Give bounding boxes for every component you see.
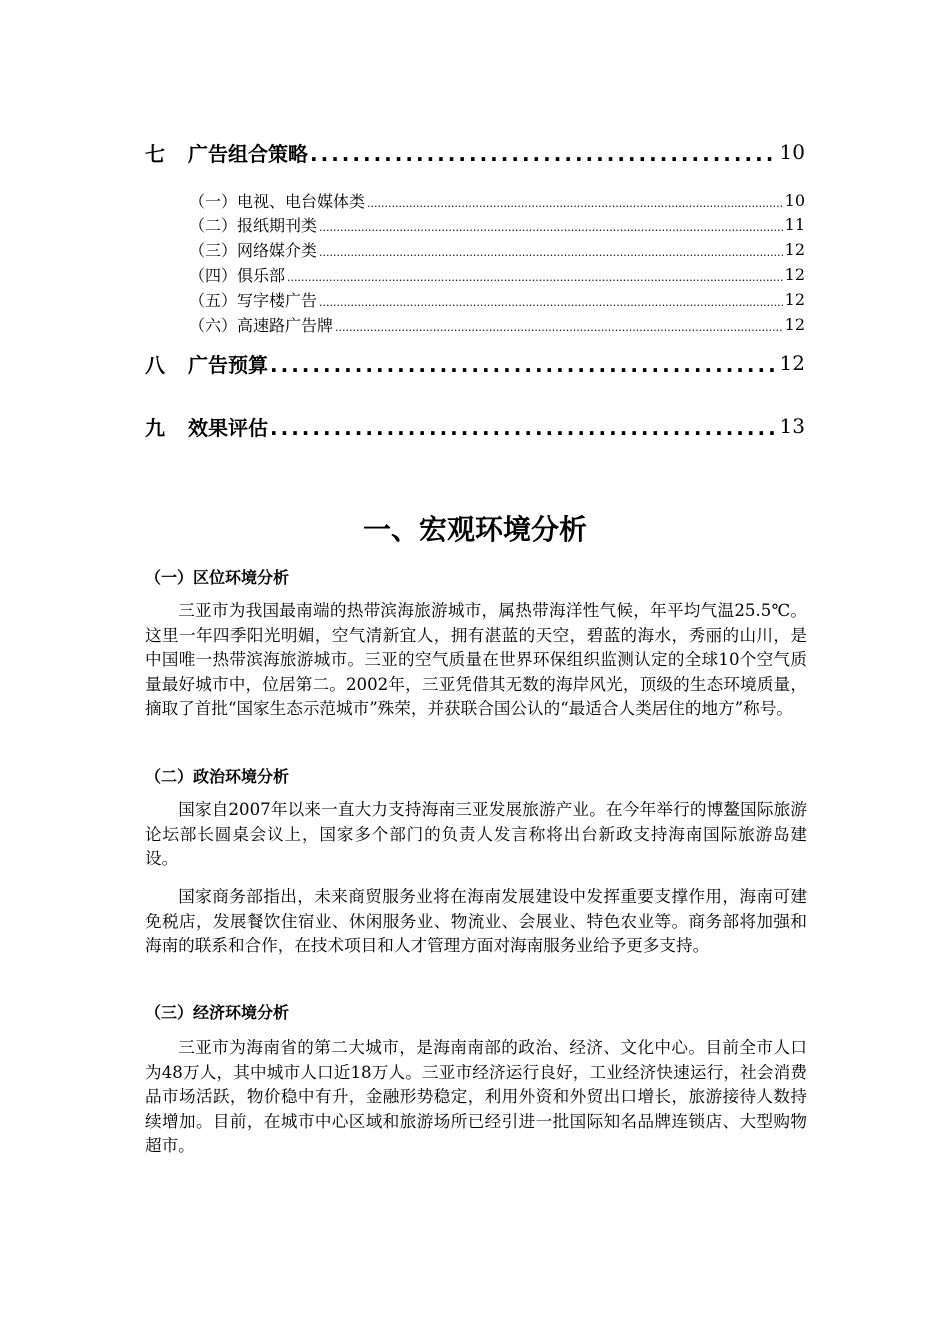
toc-entry-7[interactable]: [145, 137, 805, 167]
toc-leader-dots: [319, 296, 783, 309]
toc-entry-9[interactable]: [145, 411, 805, 441]
toc-leader-dots: [270, 350, 774, 380]
section-title: 一、宏观环境分析: [362, 513, 587, 546]
toc-entry-page: 12: [779, 351, 805, 375]
toc-entry-number: 九: [145, 415, 165, 440]
toc-sub-title: （五）写字楼广告: [189, 290, 318, 310]
toc-sub-page: 10: [784, 190, 805, 210]
toc-entry-8[interactable]: [145, 348, 805, 378]
subsection-heading-location: （一）区位环境分析: [145, 568, 290, 587]
toc-leader-dots: [319, 246, 783, 259]
toc-entry-title: 广告预算: [188, 352, 268, 377]
toc-sub-entry-1[interactable]: [189, 188, 805, 212]
paragraph-economy: 三亚市为海南省的第二大城市，是海南南部的政治、经济、文化中心。目前全市人口为48万人，其中城市人口近18万人。三亚市经济运行良好，工业经济快速运行，社会消费品市场活跃，物价稳中有升，金融形势稳定，利用外资和外贸出口增长，旅游接待人数持续增加。目前，在城市中心区域和旅游场所已经引进一批国际知名品牌连锁店、大型购物超市。: [145, 1038, 807, 1155]
toc-sub-title: （一）电视、电台媒体类: [189, 191, 366, 211]
toc-sub-entry-4[interactable]: [189, 262, 805, 286]
toc-leader-dots: [287, 271, 783, 284]
toc-sub-entry-2[interactable]: [189, 212, 805, 236]
toc-sub-page: 12: [784, 314, 805, 334]
toc-sub-title: （三）网络媒介类: [189, 240, 318, 260]
toc-entry-number: 八: [145, 352, 165, 377]
toc-entry-page: 10: [779, 140, 805, 164]
toc-leader-dots: [367, 197, 783, 210]
subsection-heading-politics: （二）政治环境分析: [145, 767, 290, 786]
toc-leader-dots: [319, 221, 783, 234]
paragraph-politics-1: 国家自2007年以来一直大力支持海南三亚发展旅游产业。在今年举行的博鳌国际旅游论坛部长圆桌会议上，国家多个部门的负责人发言称将出台新政支持海南国际旅游岛建设。: [145, 800, 807, 868]
subsection-heading-economy: （三）经济环境分析: [145, 1003, 290, 1022]
toc-entry-page: 13: [779, 414, 805, 438]
toc-leader-dots: [270, 413, 774, 443]
paragraph-location: 三亚市为我国最南端的热带滨海旅游城市，属热带海洋性气候，年平均气温25.5℃。这里一年四季阳光明媚，空气清新宜人，拥有湛蓝的天空，碧蓝的海水，秀丽的山川，是中国唯一热带滨海旅游城市。三亚的空气质量在世界环保组织监测认定的全球10个空气质量最好城市中，位居第二。2002年，三亚凭借其无数的海岸风光，顶级的生态环境质量，摘取了首批“国家生态示范城市”殊荣，并获联合国公认的“最适合人类居住的地方”称号。: [145, 601, 807, 718]
toc-sub-title: （六）高速路广告牌: [189, 315, 334, 335]
toc-entry-title: 广告组合策略: [188, 141, 308, 166]
toc-sub-page: 12: [784, 289, 805, 309]
toc-sub-entry-5[interactable]: [189, 287, 805, 311]
paragraph-politics-2: 国家商务部指出，未来商贸服务业将在海南发展建设中发挥重要支撑作用，海南可建免税店，发展餐饮住宿业、休闲服务业、物流业、会展业、特色农业等。商务部将加强和海南的联系和合作，在技术项目和人才管理方面对海南服务业给予更多支持。: [145, 887, 807, 955]
toc-sub-title: （二）报纸期刊类: [189, 215, 318, 235]
toc-sub-entry-3[interactable]: [189, 237, 805, 261]
toc-sub-title: （四）俱乐部: [189, 265, 286, 285]
toc-sub-page: 12: [784, 239, 805, 259]
toc-entry-title: 效果评估: [188, 415, 268, 440]
toc-leader-dots: [310, 139, 774, 169]
toc-sub-page: 11: [784, 214, 805, 234]
toc-sub-entry-6[interactable]: [189, 312, 805, 336]
toc-entry-number: 七: [145, 141, 165, 166]
toc-sub-page: 12: [784, 264, 805, 284]
toc-leader-dots: [335, 321, 783, 334]
